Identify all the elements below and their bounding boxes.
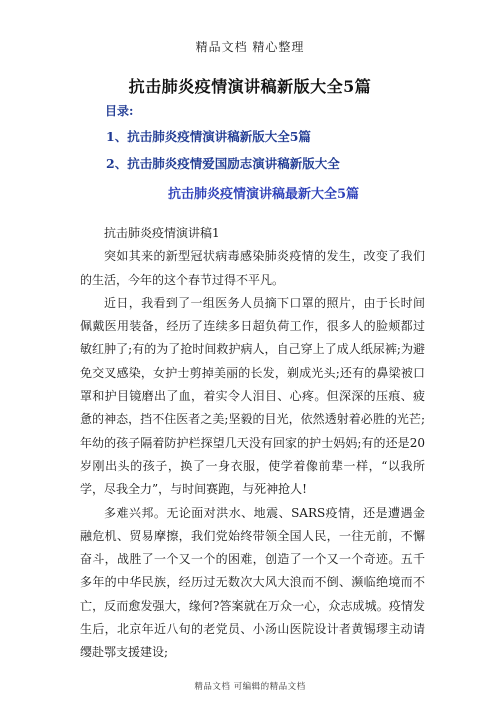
paragraph-1: 突如其来的新型冠状病毒感染肺炎疫情的发生，改变了我们的生活，今年的这个春节过得不平凡。: [80, 249, 425, 287]
toc-label: 目录:: [105, 104, 134, 118]
paragraph-2: 近日，我看到了一组医务人员摘下口罩的照片，由于长时间佩戴医用装备，经历了连续多日超负荷工作，很多人的脸颊都过敏红肿了;有的为了抢时间救护病人，自己穿上了成人纸尿裤;为避免交叉感染，女护士剪掉美丽的长发，剃成光头;还有的鼻梁被口罩和护目镜磨出了血，着实令人泪目、心疼。但深深的压痕、疲惫的神态，挡不住医者之美;坚毅的目光，依然透射着必胜的光芒;年幼的孩子隔着防护栏探望几天没有回家的护士妈妈;有的还是20岁刚出头的孩子，换了一身衣服，使学着像前辈一样，“以我所学，尽我全力”，与时间赛跑，与死神抢人!: [80, 295, 425, 497]
toc-link-latest[interactable]: 抗击肺炎疫情演讲稿最新大全5篇: [168, 187, 360, 202]
document-title: 抗击肺炎疫情演讲稿新版大全5篇: [128, 77, 372, 96]
paragraph-3: 多难兴邦。无论面对洪水、地震、SARS疫情，还是遭遇金融危机、贸易摩擦，我们党始终带领全国人民，一往无前，不懈奋斗，战胜了一个又一个的困难，创造了一个又一个奇迹。五千多年的中华民族，经历过无数次大风大浪而不倒、濒临绝境而不亡，反而愈发强大，缘何?答案就在万众一心，众志成城。疫情发生后，北京年近八旬的老党员、小汤山医院设计者黄锡璆主动请缨赴鄂支援建设;: [80, 505, 425, 660]
page-header: 精品文档 精心整理: [195, 40, 305, 54]
toc-item-2[interactable]: 2、抗击肺炎疫情爱国励志演讲稿新版大全: [106, 156, 340, 171]
page-footer: 精品文档 可编辑的精品文档: [194, 682, 306, 692]
section-title: 抗击肺炎疫情演讲稿1: [104, 226, 220, 240]
document-body: [80, 222, 425, 665]
toc-item-1[interactable]: 1、抗击肺炎疫情演讲稿新版大全5篇: [106, 129, 311, 144]
